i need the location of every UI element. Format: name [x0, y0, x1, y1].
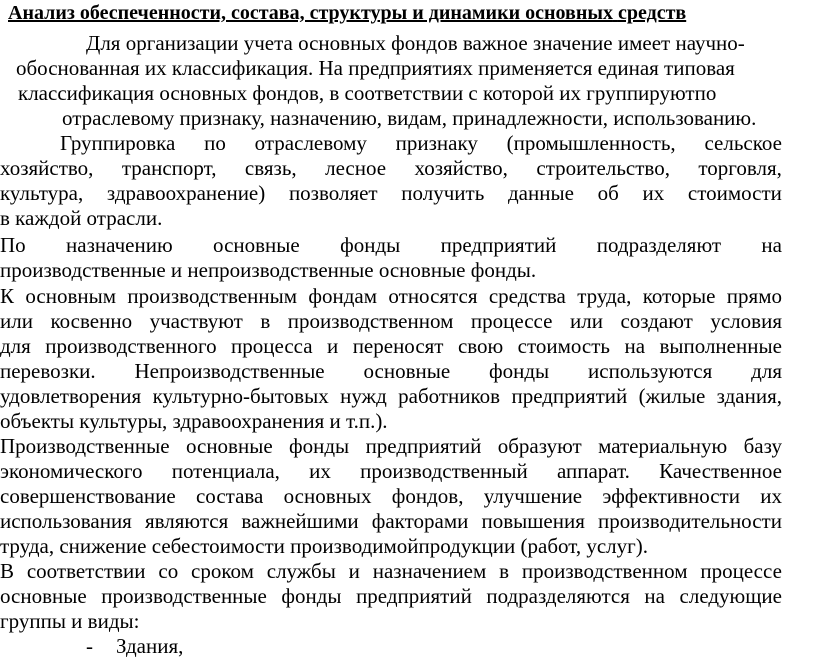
word: торговля, — [698, 156, 782, 180]
word: здания, — [716, 384, 782, 408]
word: средства — [488, 284, 566, 308]
word: назначением — [372, 559, 487, 583]
word: лесное — [325, 156, 387, 180]
word: В — [0, 559, 15, 583]
word: производственный — [360, 459, 528, 483]
body-line-16: объекты культуры, здравоохранения и т.п.). — [0, 409, 388, 433]
word: культурно-бытовых — [152, 384, 329, 408]
body-line-4: отраслевому признаку, назначению, видам, принадлежности, использованию. — [62, 106, 757, 130]
word: улучшение — [483, 484, 583, 508]
word: выполненные — [659, 334, 782, 358]
word: производительности — [598, 509, 782, 533]
word: позволяет — [288, 181, 378, 205]
word: производственного — [45, 334, 217, 358]
word: косвенно — [50, 309, 133, 333]
body-line-2: обоснованная их классификация. На предприятиях применяется единая типовая — [16, 56, 735, 80]
word: на — [644, 584, 665, 608]
word: (промышленность, — [506, 131, 676, 155]
body-line-20 — [0, 509, 782, 534]
document-heading — [8, 0, 686, 26]
word: К — [0, 284, 15, 308]
word: перевозки. — [0, 359, 96, 383]
word: совершенствование — [0, 484, 176, 508]
word: предприятий — [511, 384, 628, 408]
word: труда, — [577, 284, 632, 308]
word: участвуют — [149, 309, 243, 333]
body-line-21: труда, снижение себестоимости производимойпродукции (работ, услуг). — [0, 534, 648, 558]
word: предприятий — [440, 233, 557, 257]
heading-last-word: средств — [617, 2, 687, 24]
word: которые — [642, 284, 716, 308]
word: факторами — [371, 509, 469, 533]
word: фонды — [489, 359, 550, 383]
body-line-15 — [0, 384, 782, 409]
word: следующие — [679, 584, 782, 608]
word: подразделяют — [596, 233, 722, 257]
word: подразделяются — [486, 584, 630, 608]
word: Непроизводственные — [134, 359, 325, 383]
word: в — [499, 559, 510, 583]
word: на — [624, 334, 646, 358]
body-line-11 — [0, 284, 782, 309]
word: образуют — [497, 434, 582, 458]
word: являются — [145, 509, 229, 533]
word: Группировка — [60, 131, 176, 155]
body-line-14 — [0, 359, 782, 384]
body-line-3: классификация основных фондов, в соответствии с которой их группируютпо — [18, 81, 717, 105]
word: материальную — [598, 434, 728, 458]
word: их — [642, 181, 665, 205]
word: в — [260, 309, 271, 333]
word: строительство, — [536, 156, 670, 180]
word: со — [158, 559, 179, 583]
word: основным — [25, 284, 117, 308]
word: базу — [743, 434, 782, 458]
word: (жилые — [638, 384, 706, 408]
word: сельское — [704, 131, 782, 155]
word: производственном — [287, 309, 454, 333]
body-line-5 — [60, 131, 782, 156]
word: или — [0, 309, 33, 333]
word: на — [761, 233, 782, 257]
word: фондов, — [391, 484, 464, 508]
word: относятся — [388, 284, 478, 308]
word: условия — [710, 309, 782, 333]
word: получить — [401, 181, 485, 205]
body-line-24: группы и виды: — [0, 609, 140, 633]
word: процессе — [700, 559, 782, 583]
word: производственным — [127, 284, 298, 308]
word: По — [0, 233, 26, 257]
word: удовлетворения — [0, 384, 142, 408]
word: связь, — [244, 156, 297, 180]
word: данные — [507, 181, 574, 205]
word: фонды — [289, 434, 350, 458]
word: основные — [213, 233, 300, 257]
word: сроком — [191, 559, 254, 583]
word: нужд — [340, 384, 387, 408]
word: основные — [0, 584, 87, 608]
word: экономического — [0, 459, 143, 483]
body-line-22 — [0, 559, 782, 584]
word: производственном — [521, 559, 688, 583]
word: и — [327, 334, 339, 358]
body-line-1: Для организации учета основных фондов важное значение имеет научно- — [86, 31, 745, 55]
heading-main-text: Анализ обеспеченности, состава, структуры и динамики основных — [8, 2, 613, 24]
word: состава — [195, 484, 264, 508]
word: фонды — [340, 233, 401, 257]
word: стоимости — [687, 181, 782, 205]
word: повышения — [481, 509, 585, 533]
body-line-8: в каждой отрасли. — [0, 206, 163, 230]
word: фондам — [308, 284, 378, 308]
word: работников — [398, 384, 501, 408]
word: об — [597, 181, 619, 205]
word: основные — [363, 359, 451, 383]
word: здравоохранение) — [106, 181, 266, 205]
word: транспорт, — [121, 156, 217, 180]
word: предприятий — [365, 434, 482, 458]
word: производственные — [101, 584, 267, 608]
body-line-12 — [0, 309, 782, 334]
body-line-7 — [0, 181, 782, 206]
bullet-marker: - — [86, 634, 93, 658]
word: или — [569, 309, 603, 333]
word: отраслевому — [254, 131, 367, 155]
word: свою — [457, 334, 504, 358]
word: эффективности — [602, 484, 740, 508]
word: для — [751, 359, 782, 383]
word: по — [204, 131, 226, 155]
bullet-item-buildings: Здания, — [116, 634, 184, 658]
word: Качественное — [659, 459, 782, 483]
word: хозяйство, — [0, 156, 94, 180]
word: их — [760, 484, 782, 508]
word: признаку — [395, 131, 478, 155]
word: их — [309, 459, 331, 483]
word: фонды — [281, 584, 342, 608]
word: используются — [588, 359, 713, 383]
word: процесса — [231, 334, 313, 358]
body-line-19 — [0, 484, 782, 509]
word: прямо — [726, 284, 782, 308]
body-line-23 — [0, 584, 782, 609]
word: аппарат. — [556, 459, 630, 483]
word: важнейшими — [241, 509, 359, 533]
body-line-17 — [0, 434, 782, 459]
word: предприятий — [356, 584, 472, 608]
word: основных — [283, 484, 372, 508]
word: использования — [0, 509, 132, 533]
word: потенциала, — [171, 459, 280, 483]
word: стоимость — [517, 334, 611, 358]
word: для — [0, 334, 31, 358]
word: основные — [185, 434, 273, 458]
word: культура, — [0, 181, 84, 205]
body-line-6 — [0, 156, 782, 181]
word: процессе — [470, 309, 553, 333]
body-line-10: производственные и непроизводственные основные фонды. — [0, 258, 537, 282]
word: и — [348, 559, 360, 583]
word: Производственные — [0, 434, 170, 458]
word: хозяйство, — [414, 156, 508, 180]
word: переносят — [352, 334, 444, 358]
word: назначению — [66, 233, 173, 257]
body-line-18 — [0, 459, 782, 484]
word: соответствии — [26, 559, 146, 583]
word: создают — [620, 309, 693, 333]
body-line-13 — [0, 334, 782, 359]
body-line-9 — [0, 233, 782, 258]
word: службы — [266, 559, 336, 583]
